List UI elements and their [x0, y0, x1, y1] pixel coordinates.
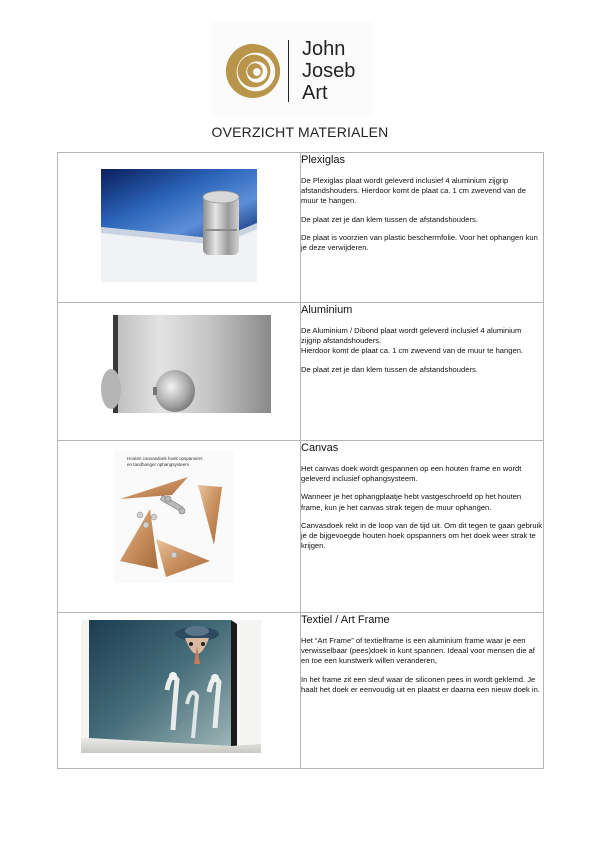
description-paragraph: In het frame zit een sleuf waar de siliconen pees in wordt geklemd. Je haalt het doek er eenvoudig uit en plaatst er daarna een nieuw doek in. — [301, 674, 540, 694]
logo-divider — [288, 40, 289, 102]
brand-line-1: John — [302, 38, 346, 60]
description-paragraph: De plaat zet je dan klem tussen de afstandshouders. — [301, 214, 478, 224]
description-paragraph: Wanneer je het ophangplaatje hebt vastgeschroefd op het houten frame, kun je het canvas strak tegen de muur ophangen. — [301, 492, 522, 512]
description-paragraph: Het canvas doek wordt gespannen op een houten frame en wordt geleverd inclusief ophangsysteem. — [301, 464, 522, 484]
description-paragraph: De plaat is voorzien van plastic beschermfolie. Voor het ophangen kun je deze verwijderen. — [301, 232, 538, 253]
art-frame-image — [81, 620, 261, 753]
material-description — [301, 176, 543, 253]
description-paragraph: Het “Art Frame” of textielframe is een aluminium frame waar je een verwisselbaar (pees)doek in kunt spannen. Ideaal voor mensen die af en toe een kunstwerk willen veranderen, — [301, 636, 535, 666]
description-paragraph: De plaat zet je dan klem tussen de afstandshouders. — [301, 364, 478, 374]
material-row-textiel — [58, 613, 544, 769]
spiral-logo-icon — [224, 42, 282, 100]
image-caption: Houten canvasdoek hoek opspanners en tandhanger ophangsysteem — [127, 456, 203, 467]
page-title: OVERZICHT MATERIALEN — [211, 124, 389, 140]
material-description — [301, 464, 543, 551]
brand-line-3: Art — [302, 82, 328, 104]
description-paragraph: Canvasdoek rekt in de loop van de tijd uit. Om dit tegen te gaan gebruik je de bijgevoegde houten hoek opspanners om het doek weer strak te krijgen. — [301, 520, 543, 551]
materials-table — [57, 152, 544, 769]
material-description — [301, 636, 543, 695]
material-title: Plexiglas — [301, 154, 346, 166]
brand-name — [302, 38, 355, 104]
material-row-canvas — [58, 441, 544, 613]
material-title: Textiel / Art Frame — [301, 614, 390, 626]
brand-line-2: Joseb — [302, 60, 356, 82]
aluminium-image — [99, 315, 271, 417]
brand-logo — [212, 22, 372, 116]
material-title: Canvas — [301, 442, 339, 454]
material-title: Aluminium — [301, 304, 353, 316]
plexiglas-image — [101, 169, 257, 282]
canvas-image — [114, 451, 234, 583]
material-row-aluminium — [58, 303, 544, 441]
material-description — [301, 326, 543, 375]
description-paragraph: De Plexiglas plaat wordt geleverd inclusief 4 aluminium zijgrip afstandshouders. Hierdoor komt de plaat ca. 1 cm zwevend van de muur te hangen. — [301, 176, 526, 206]
description-paragraph: De Aluminium / Dibond plaat wordt geleverd inclusief 4 aluminium zijgrip afstandshouders. Hierdoor komt de plaat ca. 1 cm zwevend van de muur te hangen. — [301, 326, 524, 356]
material-row-plexiglas — [58, 153, 544, 303]
